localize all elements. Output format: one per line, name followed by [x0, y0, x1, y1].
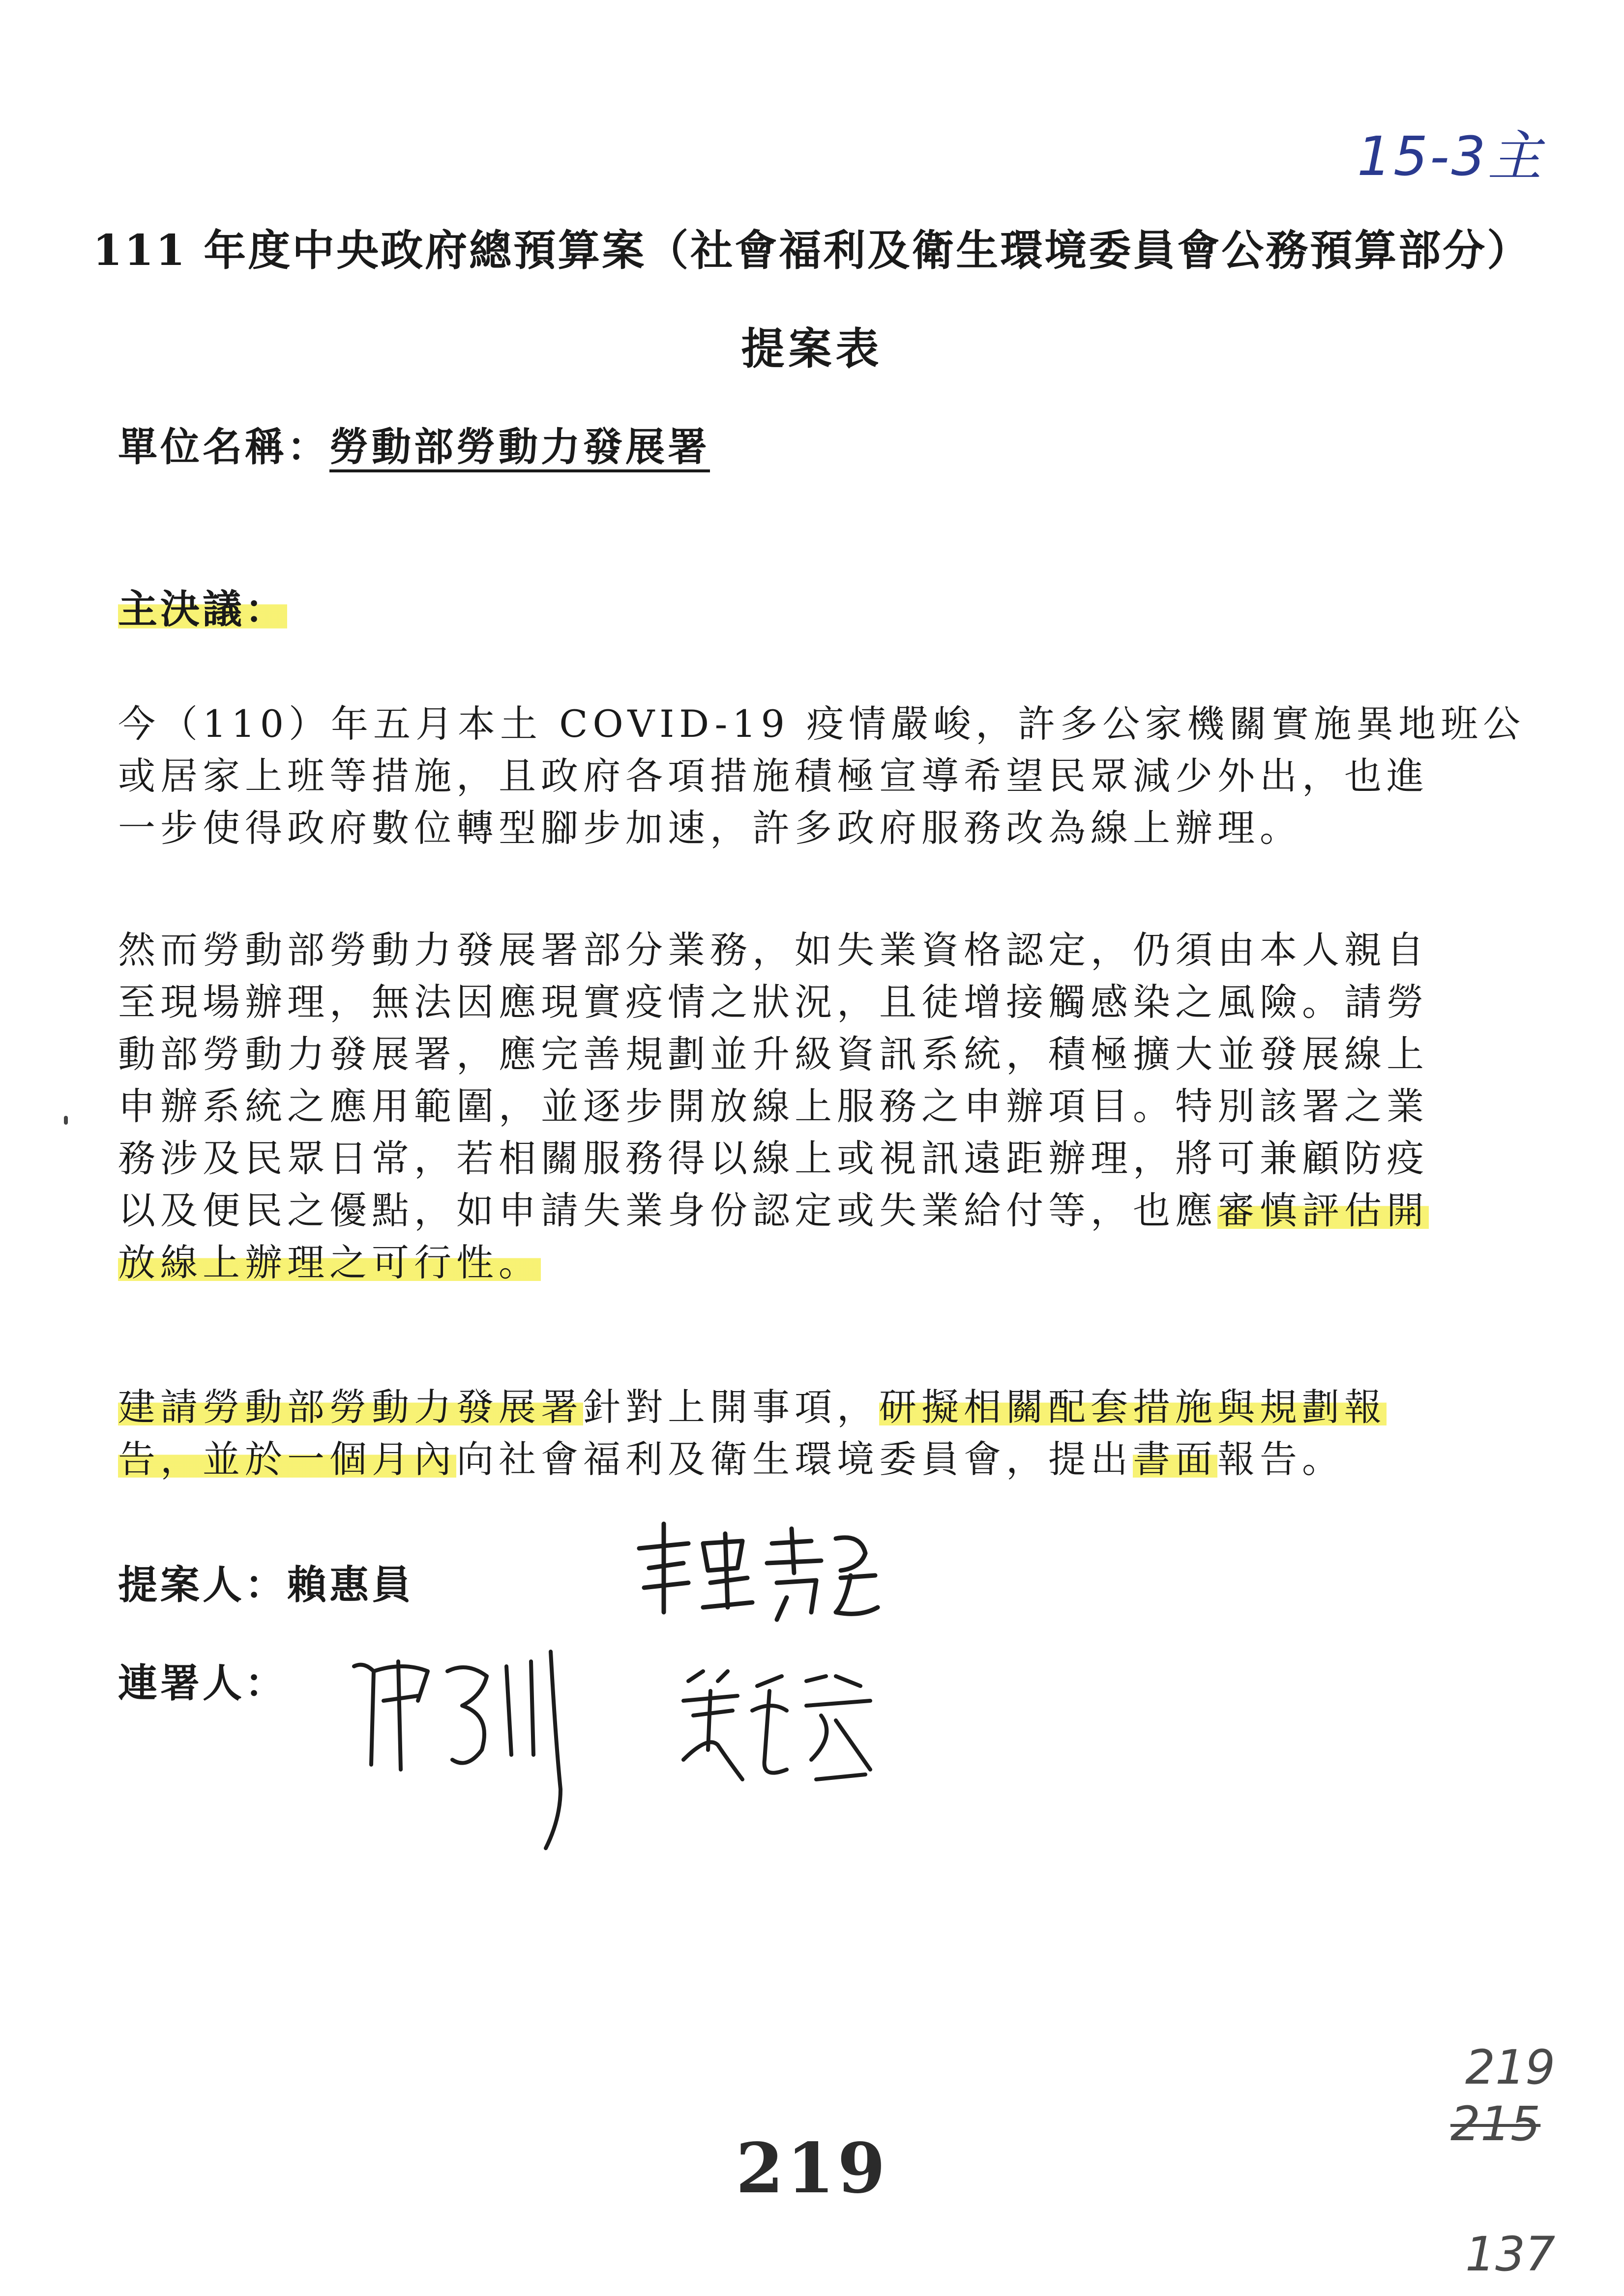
paragraph-line: 一步使得政府數位轉型腳步加速，許多政府服務改為線上辦理。	[118, 806, 1302, 850]
highlighted-text: 建請勞動部勞動力發展署	[118, 1385, 583, 1429]
highlighted-text: 放線上辦理之可行性。	[118, 1241, 541, 1284]
paragraph-line: 務涉及民眾日常，若相關服務得以線上或視訊遠距辦理，將可兼顧防疫	[118, 1136, 1429, 1180]
paragraph-text: 以及便民之優點，如申請失業身份認定或失業給付等，也應	[118, 1189, 1217, 1232]
proposer-line	[118, 1553, 414, 1610]
document-title: 111 年度中央政府總預算案（社會福利及衛生環境委員會公務預算部分）	[92, 226, 1532, 275]
paragraph-text: 報告。	[1217, 1437, 1344, 1481]
cosigner-signature-2	[674, 1661, 880, 1799]
cosigner-line	[118, 1652, 287, 1708]
highlighted-text: 審慎評估開	[1217, 1189, 1429, 1232]
proposer-signature	[629, 1514, 885, 1632]
paragraph-3	[118, 1381, 1505, 1485]
document-subtitle: 提案表	[741, 323, 883, 374]
paragraph-line: 至現場辦理，無法因應現實疫情之狀況，且徒增接觸感染之風險。請勞	[118, 980, 1429, 1024]
paragraph-line: 或居家上班等措施，且政府各項措施積極宣導希望民眾減少外出，也進	[118, 754, 1429, 798]
paragraph-line: 今（110）年五月本土 COVID-19 疫情嚴峻，許多公家機關實施異地班公	[118, 702, 1526, 746]
corner-handwriting-3: 137	[1465, 2227, 1556, 2282]
handwritten-case-code: 15-3主	[1357, 125, 1544, 188]
unit-name-label: 單位名稱：	[118, 424, 329, 470]
paragraph-2	[118, 924, 1505, 1289]
paragraph-line	[118, 1433, 1505, 1485]
cosigner-label: 連署人：	[118, 1660, 287, 1706]
highlighted-text: 研擬相關配套措施與規劃報	[879, 1385, 1387, 1429]
paragraph-1	[118, 698, 1526, 854]
page-number: 219	[736, 2128, 888, 2209]
corner-handwriting-1: 219	[1465, 2040, 1556, 2095]
resolution-heading-text: 主決議：	[118, 586, 287, 632]
corner-handwriting-2: 215	[1450, 2096, 1541, 2151]
proposer-label: 提案人：	[118, 1562, 287, 1608]
proposer-name: 賴惠員	[287, 1562, 414, 1608]
paragraph-line: 然而勞動部勞動力發展署部分業務，如失業資格認定，仍須由本人親自	[118, 928, 1429, 972]
resolution-heading	[118, 578, 287, 634]
paragraph-line: 動部勞動力發展署，應完善規劃並升級資訊系統，積極擴大並發展線上	[118, 1032, 1429, 1076]
unit-name-value: 勞動部勞動力發展署	[329, 424, 710, 470]
paragraph-text: 向社會福利及衛生環境委員會，提出	[456, 1437, 1133, 1481]
paragraph-line: 申辦系統之應用範圍，並逐步開放線上服務之申辦項目。特別該署之業	[118, 1084, 1429, 1128]
unit-name-line	[118, 415, 710, 472]
paragraph-text: 針對上開事項，	[583, 1385, 879, 1429]
highlighted-text: 告，並於一個月內	[118, 1437, 456, 1481]
scan-speck	[64, 1116, 68, 1125]
highlighted-text: 書面	[1133, 1437, 1217, 1481]
paragraph-line	[118, 1237, 1505, 1289]
cosigner-signature-1	[344, 1642, 620, 1858]
paragraph-line	[118, 1381, 1505, 1433]
paragraph-line	[118, 1185, 1505, 1237]
